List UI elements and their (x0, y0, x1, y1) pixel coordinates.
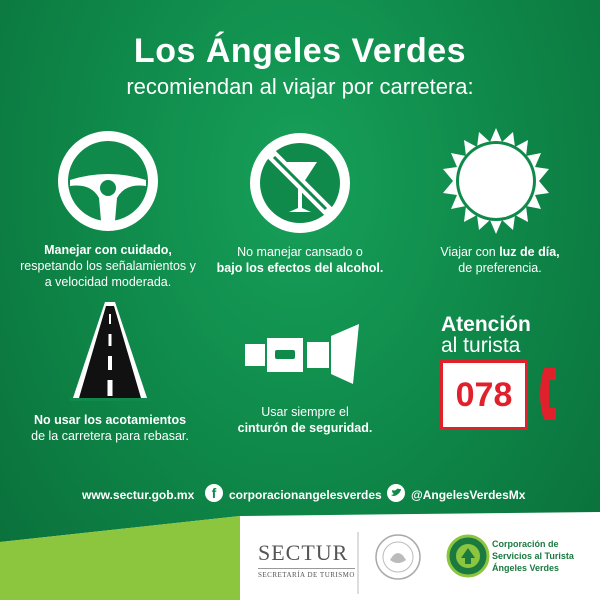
facebook-icon: f (205, 484, 223, 502)
tip-3-rest: de preferencia. (458, 261, 542, 275)
tip-2-pre: No manejar cansado o (237, 245, 363, 259)
sectur-logo (258, 540, 355, 579)
tip-2-text (200, 244, 400, 276)
tip-4-text (10, 412, 210, 444)
twitter-icon (387, 484, 405, 502)
attention-line-2: al turista (441, 334, 521, 357)
tip-3-bold: luz de día, (499, 245, 560, 259)
attention-heading (441, 314, 531, 356)
steering-wheel-icon (55, 128, 161, 234)
angeles-verdes-logo-icon (446, 534, 490, 578)
road-icon (55, 298, 165, 403)
corp-line-1: Corporación de (492, 539, 559, 549)
page-title: Los Ángeles Verdes (133, 32, 467, 70)
twitter-link[interactable]: @AngelesVerdesMx (411, 488, 526, 502)
page-subtitle: recomiendan al viajar por carretera: (126, 74, 474, 99)
tip-4-rest: de la carretera para rebasar. (31, 429, 189, 443)
attention-line-1: Atención (441, 313, 531, 336)
tip-5-bold: cinturón de seguridad. (237, 421, 373, 435)
sectur-logo-subtitle: SECRETARÍA DE TURISMO (258, 568, 355, 579)
tip-3-pre: Viajar con (440, 245, 496, 259)
no-alcohol-icon (247, 130, 353, 236)
facebook-link[interactable]: corporacionangelesverdes (229, 488, 382, 502)
seatbelt-icon (243, 322, 363, 386)
sun-icon (441, 126, 551, 236)
tip-5-text (205, 404, 405, 436)
footer-links (0, 484, 600, 506)
corp-line-3: Ángeles Verdes (492, 563, 560, 573)
tip-2-bold: bajo los efectos del alcohol. (216, 261, 384, 275)
tip-4-bold: No usar los acotamientos (33, 413, 187, 427)
phone-icon (534, 364, 560, 424)
sectur-logo-text: SECTUR (258, 540, 349, 565)
tip-3-text (410, 244, 590, 276)
tip-1-text (15, 242, 201, 290)
tip-1-rest: respetando los señalamientos y a velocidad moderada. (20, 259, 196, 289)
phone-number: 078 (455, 375, 513, 414)
corporation-logo-text (492, 538, 574, 574)
website-link[interactable]: www.sectur.gob.mx (82, 488, 195, 502)
mexico-seal-icon (373, 532, 423, 582)
corp-line-2: Servicios al Turista (492, 551, 574, 561)
tip-5-pre: Usar siempre el (261, 405, 349, 419)
phone-number-box (440, 360, 528, 430)
tip-1-bold: Manejar con cuidado, (44, 243, 172, 257)
